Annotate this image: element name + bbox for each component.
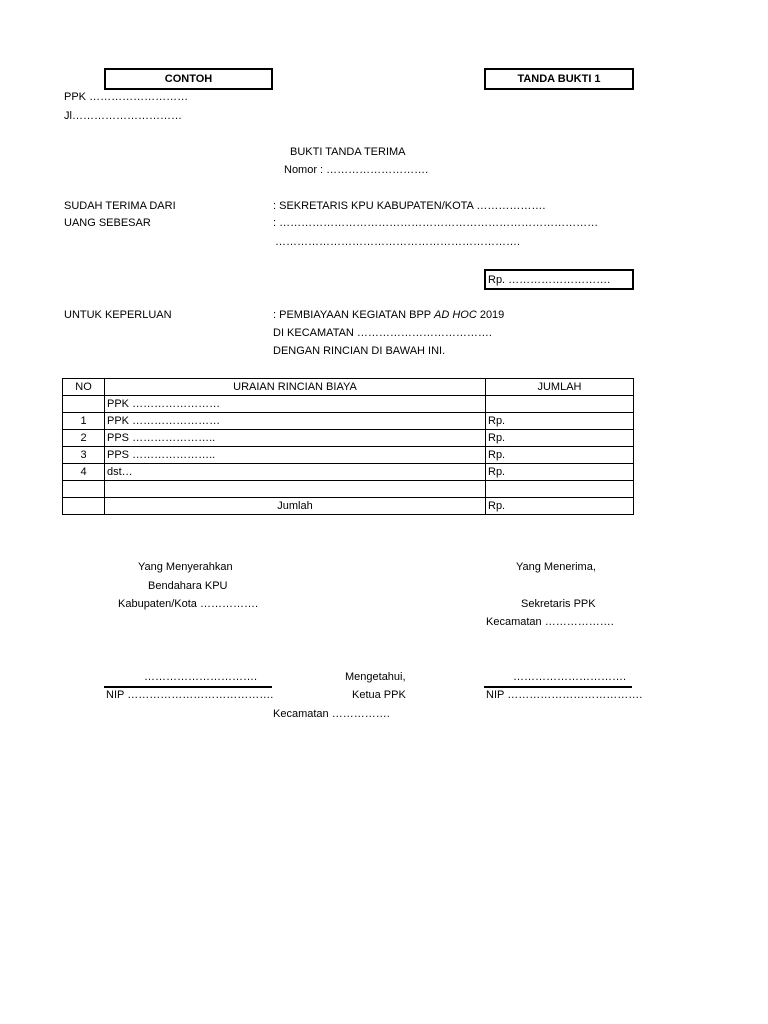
left-nip: NIP ………………………………….: [106, 689, 274, 701]
right-sign-line-3: Kecamatan ……………….: [486, 616, 614, 628]
right-sign-line-1: Yang Menerima,: [516, 561, 596, 573]
right-sign-line-2: Sekretaris PPK: [521, 598, 596, 610]
row-uraian: [105, 481, 486, 498]
header-jumlah: JUMLAH: [486, 379, 634, 396]
row-uraian: PPS …………………..: [105, 447, 486, 464]
row-no: 1: [63, 413, 105, 430]
keperluan-line-1-pre: : PEMBIAYAAN KEGIATAN BPP: [273, 309, 434, 321]
table-row: [63, 464, 634, 481]
tanda-bukti-box: [484, 68, 634, 90]
keperluan-line-1: [273, 309, 504, 321]
table-row: [63, 430, 634, 447]
uang-sebesar-label: UANG SEBESAR: [64, 217, 151, 229]
row-uraian: PPS …………………..: [105, 430, 486, 447]
uang-sebesar-value-2: ………………………………………………………….: [275, 236, 521, 248]
table-total-row: [63, 498, 634, 515]
keperluan-line-2: DI KECAMATAN ……………………………….: [273, 327, 492, 339]
left-sign-dots: ………………………….: [144, 671, 258, 683]
table-row: [63, 447, 634, 464]
row-uraian: dst…: [105, 464, 486, 481]
row-jumlah: Rp.: [486, 430, 634, 447]
header-uraian: URAIAN RINCIAN BIAYA: [105, 379, 486, 396]
row-jumlah: [486, 481, 634, 498]
untuk-keperluan-label: UNTUK KEPERLUAN: [64, 309, 172, 321]
total-value: Rp.: [486, 498, 634, 515]
jl-line: Jl…………………………: [64, 110, 182, 122]
uang-sebesar-value-1: : ……………………………………………………………………………: [273, 217, 599, 229]
total-label: Jumlah: [105, 498, 486, 515]
total-no: [63, 498, 105, 515]
center-sign-line-3: Kecamatan …………….: [273, 708, 390, 720]
row-uraian: PPK ……………………: [105, 396, 486, 413]
left-sign-line-2: Bendahara KPU: [148, 580, 228, 592]
header-no: NO: [63, 379, 105, 396]
rp-amount: Rp. ……………………….: [488, 273, 611, 286]
contoh-box: [104, 68, 273, 90]
row-jumlah: Rp.: [486, 413, 634, 430]
rincian-table: [62, 378, 634, 515]
right-sign-underline: [484, 686, 632, 688]
row-jumlah: [486, 396, 634, 413]
row-no: [63, 481, 105, 498]
keperluan-line-1-post: 2019: [476, 309, 505, 321]
row-jumlah: Rp.: [486, 464, 634, 481]
table-row: [63, 396, 634, 413]
keperluan-line-3: DENGAN RINCIAN DI BAWAH INI.: [273, 345, 446, 357]
rp-amount-box: [484, 269, 634, 290]
nomor-line: Nomor : ……………………….: [284, 164, 429, 176]
row-no: 3: [63, 447, 105, 464]
keperluan-line-1-italic: AD HOC: [433, 309, 477, 321]
table-row: [63, 481, 634, 498]
document-title: BUKTI TANDA TERIMA: [290, 146, 406, 158]
row-uraian: PPK ……………………: [105, 413, 486, 430]
right-nip: NIP ……………………………….: [486, 689, 643, 701]
center-sign-line-2: Ketua PPK: [352, 689, 406, 701]
tanda-bukti-label: TANDA BUKTI 1: [517, 73, 601, 85]
left-sign-line-1: Yang Menyerahkan: [138, 561, 233, 573]
table-header-row: [63, 379, 634, 396]
row-no: 2: [63, 430, 105, 447]
left-sign-line-3: Kabupaten/Kota …………….: [118, 598, 259, 610]
row-jumlah: Rp.: [486, 447, 634, 464]
row-no: [63, 396, 105, 413]
contoh-label: CONTOH: [164, 73, 213, 85]
table-row: [63, 413, 634, 430]
sudah-terima-value: : SEKRETARIS KPU KABUPATEN/KOTA ……………….: [273, 200, 546, 212]
row-no: 4: [63, 464, 105, 481]
sudah-terima-label: SUDAH TERIMA DARI: [64, 200, 176, 212]
center-sign-line-1: Mengetahui,: [345, 671, 406, 683]
right-sign-dots: ………………………….: [513, 671, 627, 683]
ppk-line: PPK ………………………: [64, 91, 189, 103]
left-sign-underline: [104, 686, 272, 688]
